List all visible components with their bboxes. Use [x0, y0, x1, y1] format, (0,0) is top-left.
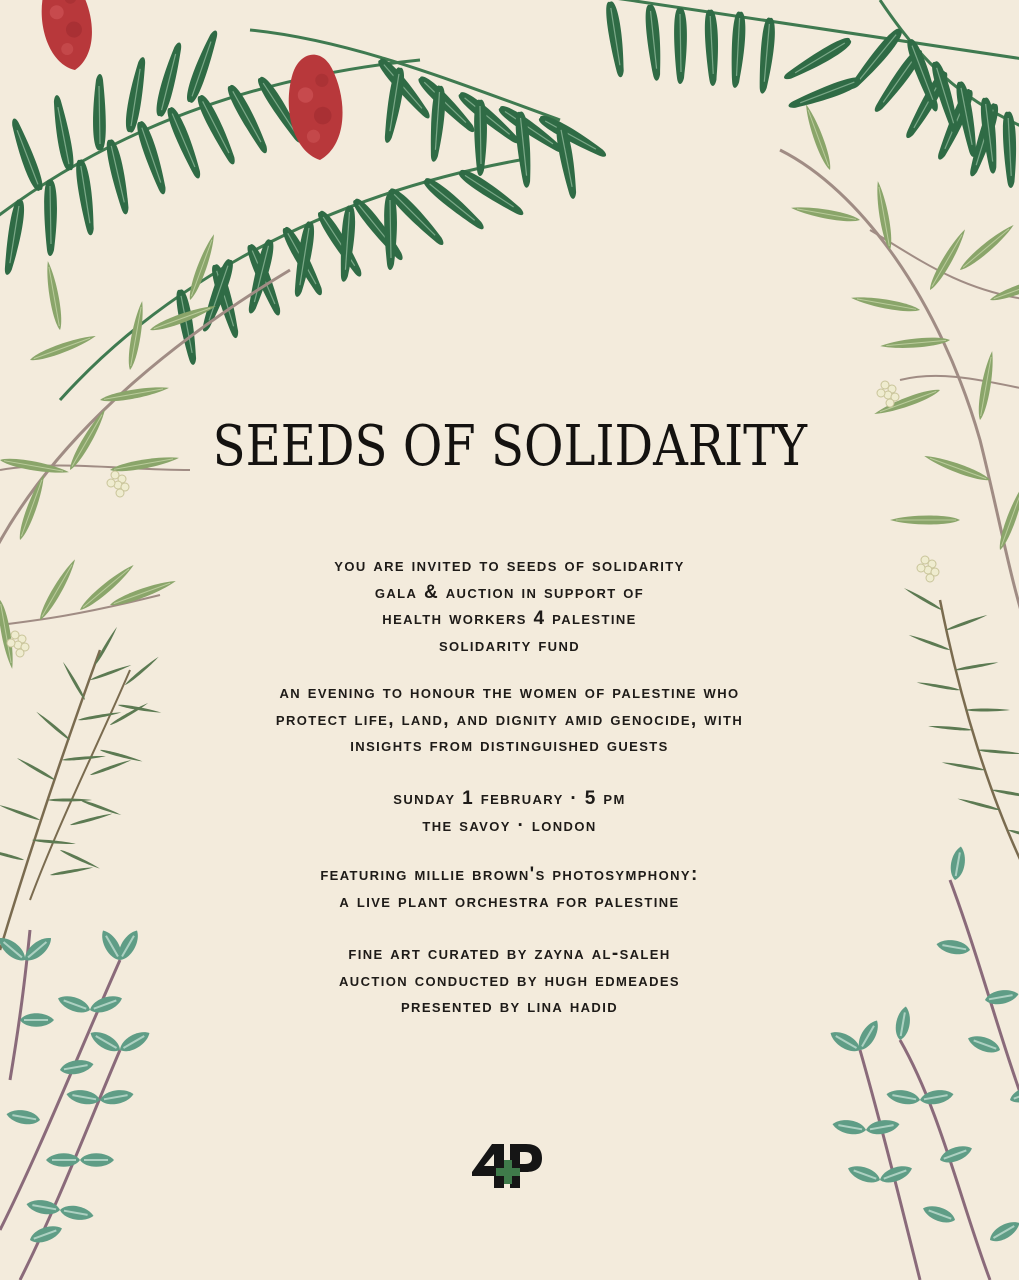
credit-line: fine art curated by zayna al-saleh [348, 943, 671, 964]
featuring-line: a live plant orchestra for palestine [339, 890, 680, 912]
invitation-line: solidarity fund [438, 634, 581, 656]
event-date-time: sunday 1 february · 5 pm [393, 788, 626, 809]
featuring-line: featuring millie brown's photosymphony: [320, 864, 699, 885]
credit-line: auction conducted by hugh edmeades [339, 969, 680, 991]
invitation-block [0, 553, 1019, 659]
hw4p-logo-icon [470, 1142, 544, 1190]
description-line: an evening to honour the women of palestine who [279, 682, 740, 703]
invitation-line: gala & auction in support of [374, 581, 645, 603]
description-block [0, 680, 1019, 760]
description-line: protect life, land, and dignity amid genocide, with [275, 708, 744, 730]
event-venue: the savoy · london [422, 814, 597, 836]
credits-block [0, 941, 1019, 1021]
fern-frond-icon [560, 0, 1019, 188]
invitation-line: you are invited to seeds of solidarity [334, 555, 685, 576]
page-title: SEEDS OF SOLIDARITY [212, 414, 808, 479]
credit-line: presented by lina hadid [400, 996, 619, 1017]
description-line: insights from distinguished guests [350, 735, 669, 756]
event-details-block [0, 786, 1019, 839]
invitation-line: health workers 4 palestine [382, 608, 637, 629]
featuring-block [0, 862, 1019, 915]
